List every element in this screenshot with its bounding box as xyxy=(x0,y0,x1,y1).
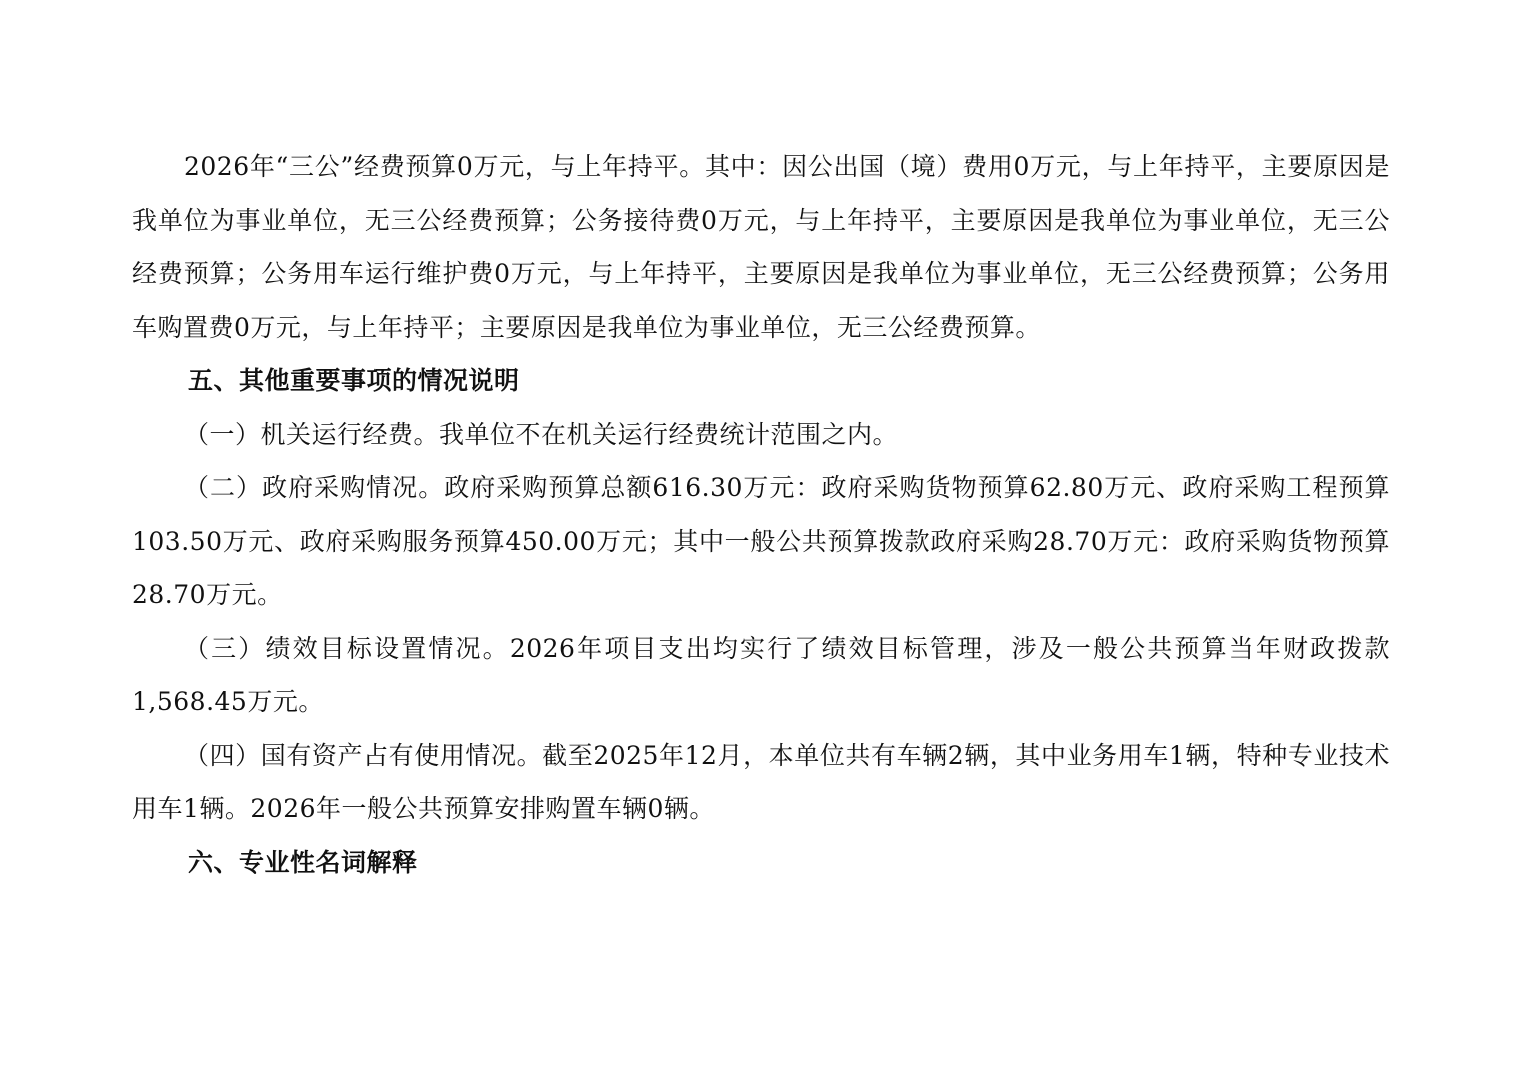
operating-expenses-paragraph: （一）机关运行经费。我单位不在机关运行经费统计范围之内。 xyxy=(184,419,899,449)
state-assets-paragraph: （四）国有资产占有使用情况。截至2025年12月，本单位共有车辆2辆，其中业务用车1辆，特种专业技术用车1辆。2026年一般公共预算安排购置车辆0辆。 xyxy=(132,740,1390,823)
section-six-heading: 六、专业性名词解释 xyxy=(188,847,418,877)
document-page xyxy=(132,140,1390,889)
government-procurement-paragraph: （二）政府采购情况。政府采购预算总额616.30万元：政府采购货物预算62.80万元、政府采购工程预算103.50万元、政府采购服务预算450.00万元；其中一般公共预算拨款政府采购28.70万元：政府采购货物预算28.70万元。 xyxy=(132,473,1390,609)
section-five-heading: 五、其他重要事项的情况说明 xyxy=(188,366,520,395)
three-public-expenses-paragraph: 2026年“三公”经费预算0万元，与上年持平。其中：因公出国（境）费用0万元，与上年持平，主要原因是我单位为事业单位，无三公经费预算；公务接待费0万元，与上年持平，主要原因是我单位为事业单位，无三公经费预算；公务用车运行维护费0万元，与上年持平，主要原因是我单位为事业单位，无三公经费预算；公务用车购置费0万元，与上年持平；主要原因是我单位为事业单位，无三公经费预算。 xyxy=(132,152,1390,342)
performance-targets-paragraph: （三）绩效目标设置情况。2026年项目支出均实行了绩效目标管理，涉及一般公共预算当年财政拨款1,568.45万元。 xyxy=(132,633,1390,716)
